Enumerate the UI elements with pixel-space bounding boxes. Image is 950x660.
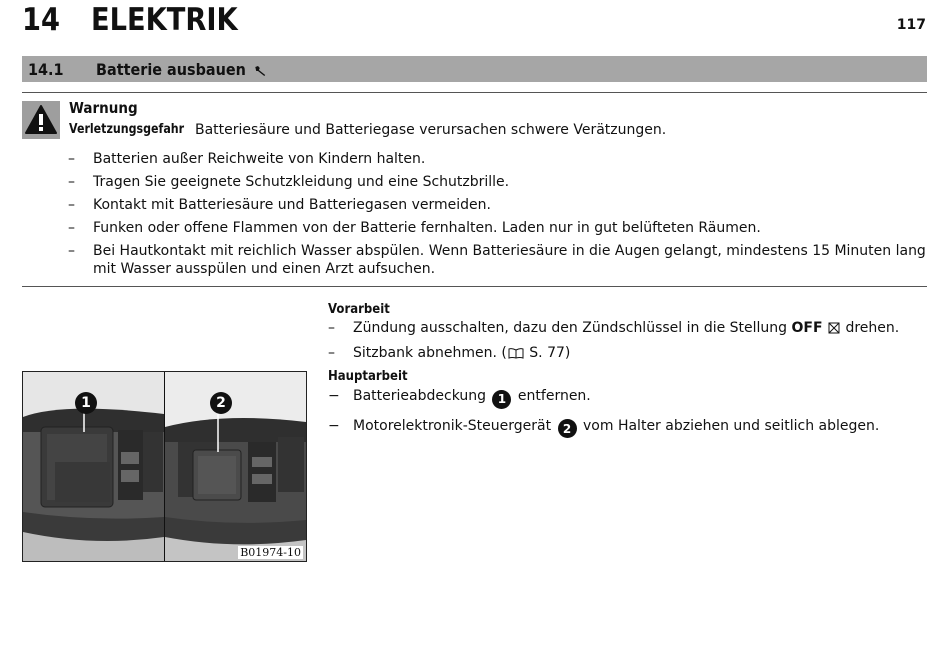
list-item: – Kontakt mit Batteriesäure und Batteriegasen vermeiden.: [66, 196, 926, 214]
callout-1: 1: [75, 392, 97, 414]
step-text: drehen.: [845, 320, 900, 336]
wrench-icon: [254, 62, 267, 81]
section-header-bar: [22, 56, 927, 82]
instructions: [328, 302, 928, 445]
step-text: entfernen.: [517, 388, 591, 404]
step-text: vom Halter abziehen und seitlich ablegen.: [583, 417, 880, 434]
section-title-wrap: [96, 60, 267, 81]
warning-triangle-icon: [22, 101, 60, 139]
book-icon: [508, 346, 524, 364]
step-text: Motorelektronik-Steuergerät: [353, 417, 552, 434]
warning-heading: Warnung: [69, 99, 138, 117]
list-item: [328, 416, 928, 439]
off-label: OFF: [791, 320, 823, 336]
callout-2-inline: 2: [558, 419, 577, 438]
list-item: – Bei Hautkontakt mit reichlich Wasser abspülen. Wenn Batteriesäure in die Augen gelangt, mindestens 15 Minuten lang mit Wasser ausspülen und einen Arzt aufsuchen.: [66, 242, 926, 278]
warning-bottom-rule: [22, 286, 927, 287]
callout-2: 2: [210, 392, 232, 414]
list-item: – Tragen Sie geeignete Schutzkleidung und eine Schutzbrille.: [66, 173, 926, 191]
figure-label: B01974-10: [240, 546, 301, 559]
page-number: 117: [896, 17, 926, 33]
warning-label: Verletzungsgefahr: [69, 122, 185, 137]
section-title: Batterie ausbauen: [96, 60, 246, 79]
step-text: Zündung ausschalten, dazu den Zündschlüssel in die Stellung: [353, 320, 788, 336]
warning-list: [66, 150, 926, 283]
list-item: [328, 386, 928, 409]
section-number: 14.1: [28, 60, 64, 79]
warning-top-rule: [22, 92, 927, 93]
main-work-heading: Hauptarbeit: [328, 369, 408, 384]
chapter-title: ELEKTRIK: [91, 2, 238, 38]
list-item: [328, 319, 928, 339]
callout-1-inline: 1: [492, 390, 511, 409]
step-text: Batterieabdeckung: [353, 388, 487, 404]
battery-photo: [22, 371, 307, 562]
warning-text: Batteriesäure und Batteriegase verursachen schwere Verätzungen.: [195, 122, 667, 138]
list-item: – Batterien außer Reichweite von Kindern halten.: [66, 150, 926, 168]
list-item: – Funken oder offene Flammen von der Batterie fernhalten. Laden nur in gut belüfteten Räumen.: [66, 219, 926, 237]
step-text: Sitzbank abnehmen. (: [353, 345, 507, 361]
preparation-heading: Vorarbeit: [328, 302, 390, 317]
chapter-number: 14: [22, 2, 60, 38]
page-reference: S. 77): [529, 345, 571, 361]
ignition-off-icon: [828, 321, 840, 339]
preparation-list: [328, 319, 928, 364]
list-item: [328, 344, 928, 364]
main-work-list: [328, 386, 928, 438]
